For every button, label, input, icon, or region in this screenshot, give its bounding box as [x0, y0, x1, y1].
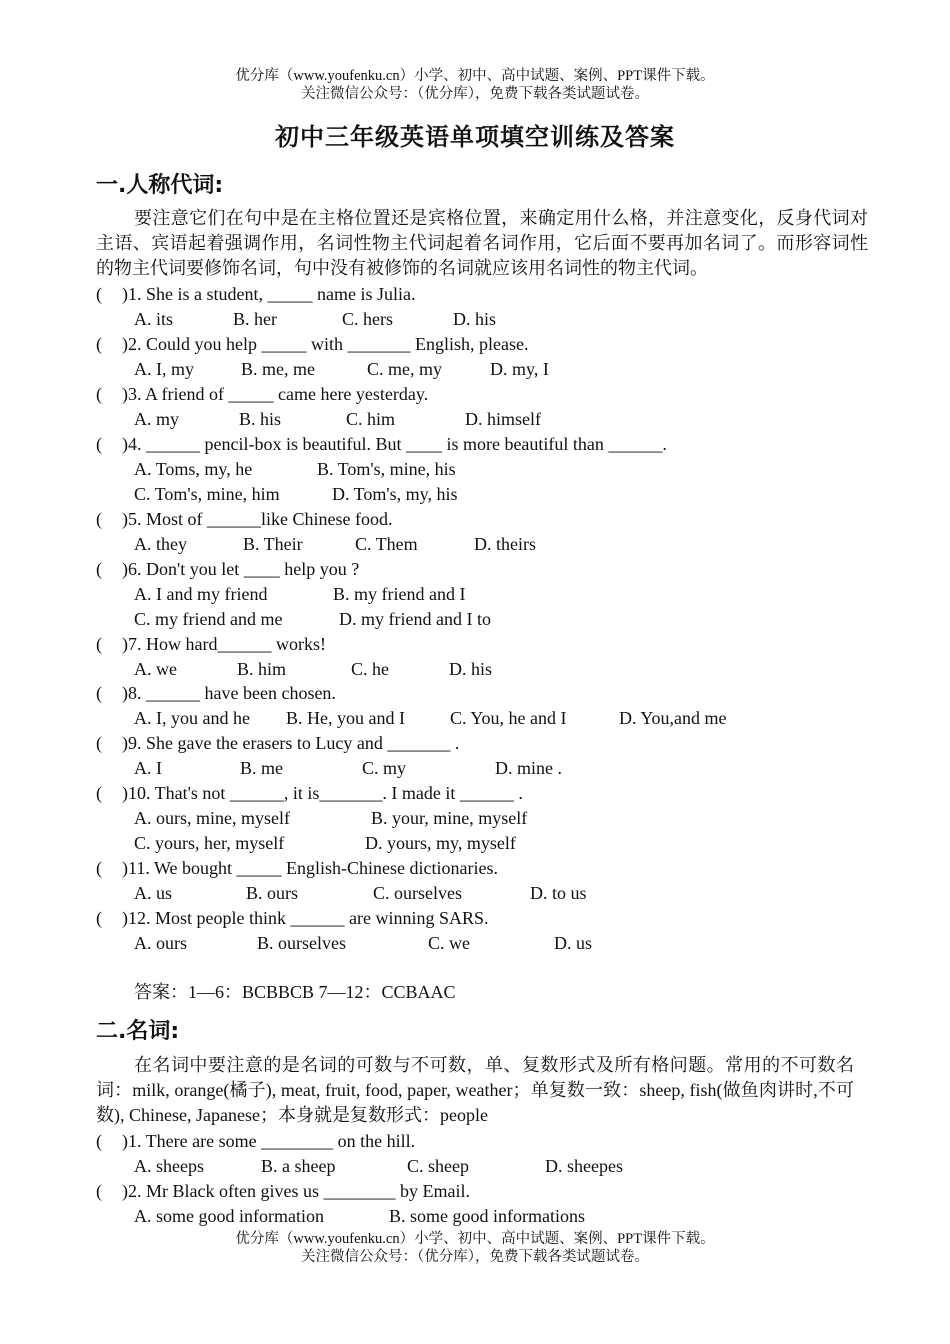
option-d: D. to us [530, 883, 587, 903]
option-b: B. your, mine, myself [371, 808, 528, 828]
question-text: )12. Most people think ______ are winning SARS. [122, 908, 489, 928]
option-c: C. we [428, 933, 470, 953]
option-d: D. my friend and I to [339, 609, 491, 629]
question-paren: ( [96, 858, 102, 878]
section-1-heading: 一.人称代词: [96, 173, 224, 198]
answer-key: 答案：1—6：BCBBCB 7—12：CCBAAC [134, 982, 456, 1002]
question-7 [96, 632, 326, 656]
question-text: )3. A friend of _____ came here yesterday. [122, 384, 429, 404]
option-d: D. us [554, 933, 593, 953]
question-12 [96, 906, 489, 930]
option-d: D. my, I [490, 359, 549, 379]
option-a: A. us [134, 883, 173, 903]
option-d: D. himself [465, 409, 541, 429]
section-2-heading: 二.名词: [96, 1019, 180, 1044]
option-b: B. her [233, 309, 277, 329]
question-text: )8. ______ have been chosen. [122, 683, 336, 703]
question-text: )11. We bought _____ English-Chinese dictionaries. [122, 858, 498, 878]
question-paren: ( [96, 1131, 102, 1151]
option-b: B. ours [246, 883, 299, 903]
option-b: B. Tom's, mine, his [317, 459, 456, 479]
question-2-1 [96, 1129, 415, 1153]
section-2-intro [96, 1053, 854, 1127]
section-1-intro [96, 206, 868, 280]
option-a: A. ours [134, 933, 187, 953]
option-d: D. yours, my, myself [365, 833, 516, 853]
question-text: )6. Don't you let ____ help you ? [122, 559, 360, 579]
option-d: D. his [449, 659, 493, 679]
option-c: C. Them [355, 534, 418, 554]
option-d: D. mine . [495, 758, 562, 778]
option-a: A. I, you and he [134, 708, 250, 728]
question-text: )2. Mr Black often gives us ________ by Email. [122, 1181, 470, 1201]
option-d: D. Tom's, my, his [332, 484, 458, 504]
option-a: A. some good information [134, 1206, 324, 1226]
question-paren: ( [96, 683, 102, 703]
option-b: B. He, you and I [286, 708, 405, 728]
footer-line-1: 优分库（www.youfenku.cn）小学、初中、高中试题、案例、PPT课件下载。 [235, 1231, 715, 1247]
question-paren: ( [96, 334, 102, 354]
question-text: )10. That's not ______, it is_______. I made it ______ . [122, 783, 523, 803]
question-8 [96, 681, 336, 705]
option-a: A. sheeps [134, 1156, 204, 1176]
question-paren: ( [96, 1181, 102, 1201]
question-paren: ( [96, 509, 102, 529]
header-line-2: 关注微信公众号：（优分库），免费下载各类试题试卷。 [301, 86, 649, 102]
question-paren: ( [96, 384, 102, 404]
page-title: 初中三年级英语单项填空训练及答案 [275, 123, 675, 151]
section-1-intro-text: 要注意它们在句中是在主格位置还是宾格位置，来确定用什么格，并注意变化，反身代词对主语、宾语起着强调作用，名词性物主代词起着名词作用，它后面不要再加名词了。而形容词性的物主代词要修饰名词，句中没有被修饰的名词就应该用名词性的物主代词。 [96, 208, 868, 278]
question-paren: ( [96, 733, 102, 753]
option-c: C. me, my [367, 359, 442, 379]
section-2-intro-text: 在名词中要注意的是名词的可数与不可数，单、复数形式及所有格问题。常用的不可数名词：milk, orange(橘子), meat, fruit, food, paper, weather；单复数一致：sheep, fish(做鱼肉讲时,不可数), Chinese, Japanese；本身就是复数形式：people [96, 1055, 854, 1125]
question-text: )1. She is a student, _____ name is Julia. [122, 284, 416, 304]
option-c: C. You, he and I [450, 708, 567, 728]
question-6 [96, 557, 359, 581]
question-9 [96, 731, 459, 755]
footer-line-2: 关注微信公众号：（优分库），免费下载各类试题试卷。 [301, 1249, 649, 1265]
question-paren: ( [96, 783, 102, 803]
option-d: D. his [453, 309, 497, 329]
option-a: A. ours, mine, myself [134, 808, 290, 828]
option-b: B. a sheep [261, 1156, 336, 1176]
option-a: A. I and my friend [134, 584, 268, 604]
question-text: )9. She gave the erasers to Lucy and _______ . [122, 733, 460, 753]
option-a: A. they [134, 534, 187, 554]
question-text: )4. ______ pencil-box is beautiful. But ____ is more beautiful than ______. [122, 434, 667, 454]
question-5 [96, 507, 392, 531]
question-2 [96, 332, 528, 356]
option-c: C. ourselves [373, 883, 462, 903]
question-4 [96, 432, 667, 456]
option-b: B. my friend and I [333, 584, 466, 604]
option-a: A. I [134, 758, 162, 778]
option-d: D. theirs [474, 534, 536, 554]
question-10 [96, 781, 523, 805]
option-b: B. his [239, 409, 282, 429]
option-b: B. some good informations [389, 1206, 585, 1226]
question-2-2 [96, 1179, 470, 1203]
question-text: )5. Most of ______like Chinese food. [122, 509, 393, 529]
question-1 [96, 282, 415, 306]
option-a: A. Toms, my, he [134, 459, 253, 479]
option-b: B. ourselves [257, 933, 346, 953]
question-paren: ( [96, 908, 102, 928]
option-a: A. I, my [134, 359, 194, 379]
option-c: C. he [351, 659, 389, 679]
option-b: B. me [240, 758, 283, 778]
question-paren: ( [96, 284, 102, 304]
option-b: B. me, me [241, 359, 315, 379]
option-c: C. Tom's, mine, him [134, 484, 280, 504]
option-c: C. my friend and me [134, 609, 283, 629]
option-a: A. its [134, 309, 174, 329]
question-paren: ( [96, 559, 102, 579]
option-c: C. hers [342, 309, 393, 329]
option-b: B. him [237, 659, 287, 679]
question-paren: ( [96, 634, 102, 654]
question-text: )7. How hard______ works! [122, 634, 326, 654]
option-a: A. we [134, 659, 177, 679]
question-11 [96, 856, 498, 880]
option-b: B. Their [243, 534, 303, 554]
header-line-1: 优分库（www.youfenku.cn）小学、初中、高中试题、案例、PPT课件下载。 [235, 68, 715, 84]
question-paren: ( [96, 434, 102, 454]
question-3 [96, 382, 428, 406]
option-d: D. You,and me [619, 708, 727, 728]
option-c: C. sheep [407, 1156, 469, 1176]
option-a: A. my [134, 409, 179, 429]
option-c: C. him [346, 409, 396, 429]
option-c: C. yours, her, myself [134, 833, 285, 853]
question-text: )2. Could you help _____ with _______ English, please. [122, 334, 529, 354]
option-c: C. my [362, 758, 407, 778]
option-d: D. sheepes [545, 1156, 623, 1176]
question-text: )1. There are some ________ on the hill. [122, 1131, 416, 1151]
